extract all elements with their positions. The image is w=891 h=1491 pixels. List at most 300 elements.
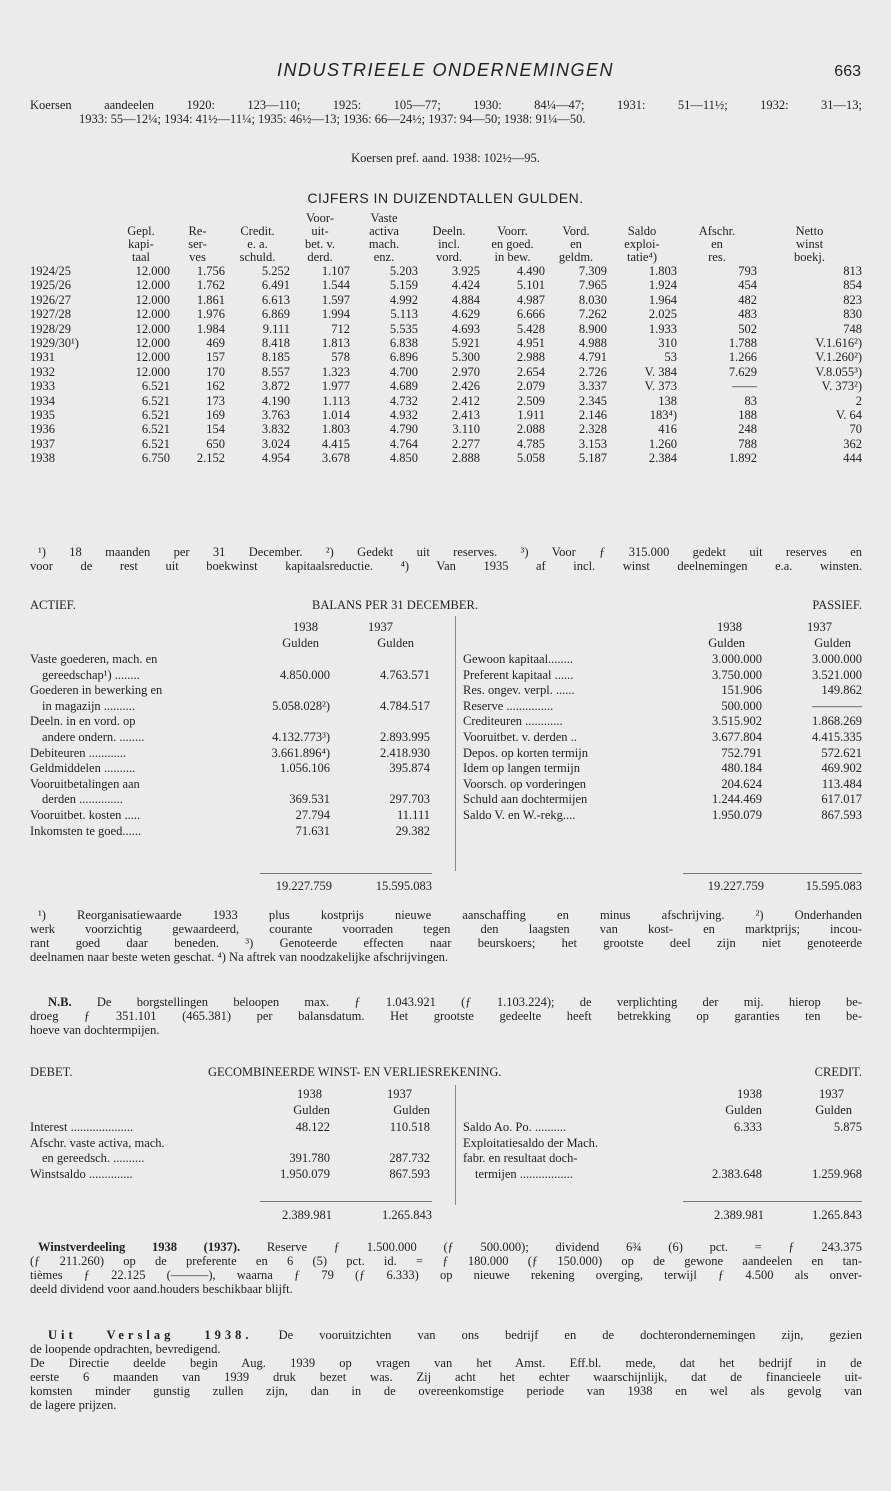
cijfers-value-cell: 1.813 [321,336,350,351]
winstverdeeling-line-1 [30,1240,862,1254]
passief-item [463,730,862,746]
passief-item [463,777,862,793]
item-label: Afschr. vaste activa, mach. [30,1135,165,1150]
wv-debet-year-1: 1938 [297,1087,322,1101]
cijfers-header-line: activa [369,224,399,238]
verslag-text-1: De vooruitzichten van ons bedrijf en de dochterondernemingen zijn, gezien [252,1328,863,1342]
item-value-1: 1.950.079 [712,807,762,822]
wv-credit-unit-2: Gulden [815,1103,852,1117]
cijfers-value-cell: 3.763 [261,408,290,423]
cijfers-value-cell: 482 [738,292,757,307]
cijfers-header-line: bet. v. [304,237,336,251]
wv-debet-year-2: 1937 [387,1087,412,1101]
cijfers-header-line: e. a. [247,237,268,251]
cijfers-header-cell [757,212,862,264]
cijfers-value-cell: 248 [738,422,757,437]
cijfers-value-cell: 1.544 [321,278,350,293]
item-label: Geldmiddelen .......... [30,761,136,776]
item-value-2: 5.875 [833,1120,862,1134]
cijfers-value-cell: 1.892 [728,451,757,466]
debet-item [30,1120,432,1136]
cijfers-row [30,394,862,408]
item-value-1: 1.950.079 [280,1166,330,1181]
debet-item [30,1136,432,1152]
cijfers-header-line: taal [131,250,151,264]
passief-item [463,808,862,824]
cijfers-value-cell: 12.000 [135,278,170,293]
cijfers-value-cell: 162 [206,379,225,394]
actief-item [30,777,432,793]
koersen-line-1: Koersen aandeelen 1920: 123—110; 1925: 105—77; 1930: 84¼—47; 1931: 51—11½; 1932: 31—13; [30,98,862,112]
cijfers-value-cell: 578 [331,350,350,365]
cijfers-value-cell: 4.732 [389,393,418,408]
debet-total-1: 2.389.981 [282,1208,332,1222]
verslag-line-4: eerste 6 maanden van 1939 druk bezet was. Zij acht het echter waarschijnlijk, dat de financieele uit- [30,1370,862,1384]
wv-credit-year-2: 1937 [819,1087,844,1101]
cijfers-value-cell: 4.992 [389,292,418,307]
cijfers-value-cell: 4.190 [261,393,290,408]
item-value-2: 617.017 [821,792,862,807]
credit-total-2: 1.265.843 [812,1208,862,1222]
cijfers-value-cell: 1.266 [728,350,757,365]
cijfers-header-line: mach. [368,237,400,251]
cijfers-value-cell: 4.791 [578,350,607,365]
cijfers-value-cell: 188 [738,408,757,423]
cijfers-value-cell: 6.750 [141,451,170,466]
balans-passief-unit-2: Gulden [814,636,851,650]
winstverdeeling-line-4: deeld dividend voor aand.houders beschikbaar blijft. [30,1282,293,1296]
cijfers-value-cell: 1.323 [321,364,350,379]
actief-item [30,824,432,840]
cijfers-value-cell: 6.666 [516,307,545,322]
cijfers-value-cell: 173 [206,393,225,408]
cijfers-header-line: Voorr. [497,224,528,238]
cijfers-value-cell: 6.521 [141,422,170,437]
passief-total-2: 15.595.083 [805,879,862,893]
cijfers-value-cell: 712 [331,321,350,336]
item-value-2: 867.593 [389,1166,430,1181]
actief-item [30,808,432,824]
cijfers-value-cell: 170 [206,364,225,379]
cijfers-value-cell: 6.869 [261,307,290,322]
cijfers-value-cell: 4.490 [516,264,545,278]
cijfers-value-cell: 3.872 [261,379,290,394]
cijfers-value-cell: 1.976 [196,307,225,322]
cijfers-value-cell: 362 [843,436,862,451]
cijfers-value-cell: 502 [738,321,757,336]
actief-item [30,714,432,730]
cijfers-value-cell: 2.654 [516,364,545,379]
debet-item [30,1151,432,1167]
cijfers-table [30,212,862,466]
cijfers-note-1: ¹) 18 maanden per 31 December. ²) Gedekt uit reserves. ³) Voor ƒ 315.000 gedekt uit reserves en [38,545,862,559]
item-value-1: 3.677.804 [712,729,762,744]
credit-item [463,1151,862,1167]
actief-label: ACTIEF. [30,598,76,612]
item-label: andere ondern. ........ [42,729,145,744]
item-value-2: 867.593 [821,807,862,822]
item-label: Saldo Ao. Po. .......... [463,1120,567,1134]
item-value-1: 48.122 [295,1120,330,1134]
item-value-1: 3.000.000 [712,652,762,666]
cijfers-value-cell: 2.025 [648,307,677,322]
cijfers-value-cell: V. 373²) [821,379,862,394]
cijfers-value-cell: 12.000 [135,336,170,351]
cijfers-value-cell: 444 [843,451,862,466]
item-label: Res. ongev. verpl. ...... [463,683,575,698]
balans-notes [30,908,862,964]
cijfers-value-cell: 12.000 [135,307,170,322]
cijfers-row [30,322,862,336]
cijfers-value-cell: 1.260 [648,436,677,451]
actief-item [30,652,432,668]
cijfers-value-cell: 1.977 [321,379,350,394]
actief-item [30,668,432,684]
actief-total-1: 19.227.759 [275,879,332,893]
cijfers-value-cell: 4.629 [451,307,480,322]
cijfers-header-line: en [570,237,582,251]
cijfers-value-cell: 2.345 [578,393,607,408]
cijfers-value-cell: 6.521 [141,436,170,451]
item-label: derden .............. [42,792,123,807]
cijfers-value-cell: 469 [206,336,225,351]
cijfers-value-cell: 6.896 [389,350,418,365]
item-value-1: 71.631 [295,823,330,838]
cijfers-value-cell: 7.629 [728,364,757,379]
cijfers-value-cell: 2.088 [516,422,545,437]
cijfers-year-cell: 1927/28 [30,307,71,322]
cijfers-value-cell: 3.153 [578,436,607,451]
item-label: Inkomsten te goed...... [30,823,142,838]
cijfers-year-cell: 1925/26 [30,278,71,293]
cijfers-header-line: res. [708,250,726,264]
cijfers-year-cell: 1933 [30,379,55,394]
cijfers-value-cell: 4.424 [451,278,480,293]
verslag-line-5: komsten minder gunstig zullen zijn, dan in de overeenkomstige periode van 1938 en wel als gevolg van [30,1384,862,1398]
cijfers-value-cell: 1.924 [648,278,677,293]
item-value-1: 3.661.896⁴) [271,745,330,760]
cijfers-year-cell: 1937 [30,436,55,451]
cijfers-value-cell: 1.911 [517,408,545,423]
cijfers-header-line: tatie⁴) [626,250,658,264]
balans-passief-unit-1: Gulden [708,636,745,650]
cijfers-header-line: Saldo [627,224,657,238]
cijfers-value-cell: 6.613 [261,292,290,307]
cijfers-header-line: en goed. [491,237,534,251]
cijfers-title: CIJFERS IN DUIZENDTALLEN GULDEN. [307,190,584,206]
cijfers-header-cell [350,212,418,264]
cijfers-value-cell: 3.678 [321,451,350,466]
item-label: Saldo V. en W.-rekg.... [463,807,576,822]
item-value-2: 572.621 [821,745,862,760]
actief-list [30,652,432,839]
item-value-2: 110.518 [389,1120,430,1134]
item-value-2: ———— [812,698,862,713]
cijfers-value-cell: 5.159 [389,278,418,293]
page-number: 663 [834,63,861,80]
item-value-2: 2.418.930 [380,745,430,760]
cijfers-value-cell: 1.803 [648,264,677,278]
item-label: en gereedsch. .......... [42,1151,145,1166]
item-value-1: 480.184 [721,761,762,776]
cijfers-value-cell: 8.557 [261,364,290,379]
cijfers-value-cell: 788 [738,436,757,451]
verslag-lead: Uit Verslag 1938. [48,1328,253,1342]
cijfers-value-cell: 2 [855,393,862,408]
cijfers-value-cell: 2.509 [516,393,545,408]
balans-title: BALANS PER 31 DECEMBER. [312,598,478,612]
cijfers-value-cell: 1.788 [728,336,757,351]
cijfers-value-cell: 12.000 [135,292,170,307]
credit-label: CREDIT. [814,1065,862,1079]
item-value-1: 4.850.000 [280,667,330,682]
cijfers-row [30,408,862,422]
cijfers-value-cell: 169 [206,408,225,423]
passief-item [463,714,862,730]
item-value-2: 1.868.269 [812,714,862,729]
cijfers-value-cell: 70 [849,422,862,437]
passief-item [463,683,862,699]
actief-item [30,699,432,715]
cijfers-value-cell: 5.203 [389,264,418,278]
cijfers-header-line: Credit. [240,224,275,238]
cijfers-value-cell: 12.000 [135,321,170,336]
cijfers-year-cell: 1938 [30,451,55,466]
cijfers-header-cell [170,212,225,264]
cijfers-value-cell: 1.861 [196,292,225,307]
cijfers-value-cell: 4.693 [451,321,480,336]
winstverdeeling-line-3: tièmes ƒ 22.125 (———), waarna ƒ 79 (ƒ 6.333) op nieuwe rekening overging, terwijl ƒ 4.500 als onver- [30,1268,862,1282]
debet-item [30,1167,432,1183]
item-value-1: 3.515.902 [712,714,762,729]
item-label: Goederen in bewerking en [30,683,163,698]
cijfers-value-cell: 4.951 [516,336,545,351]
cijfers-value-cell: 1.762 [196,278,225,293]
cijfers-header-cell [607,212,677,264]
item-label: Vooruitbet. v. derden .. [463,729,577,744]
cijfers-value-cell: 4.785 [516,436,545,451]
cijfers-header-line: ves [189,250,206,264]
cijfers-value-cell: 4.932 [389,408,418,423]
actief-item [30,683,432,699]
nb-line-3: hoeve van dochtermpijen. [30,1023,160,1037]
passief-item [463,668,862,684]
cijfers-year-cell: 1924/25 [30,264,71,278]
item-value-1: 6.333 [733,1120,762,1134]
cijfers-value-cell: 2.384 [648,451,677,466]
cijfers-value-cell: 3.337 [578,379,607,394]
winstverdeeling-text-1: Reserve ƒ 1.500.000 (ƒ 500.000); dividend 6¾ (6) pct. = ƒ 243.375 [240,1240,862,1254]
cijfers-row [30,307,862,321]
cijfers-header-line: uit- [311,224,329,238]
passief-list [463,652,862,824]
cijfers-year-cell: 1935 [30,408,55,423]
cijfers-value-cell: 483 [738,307,757,322]
cijfers-value-cell: 2.726 [578,364,607,379]
balans-actief-unit-1: Gulden [282,636,319,650]
cijfers-value-cell: 5.187 [578,451,607,466]
cijfers-year-cell: 1928/29 [30,321,71,336]
item-label: Deeln. in en vord. op [30,714,136,729]
cijfers-value-cell: 5.921 [451,336,480,351]
actief-item [30,730,432,746]
cijfers-value-cell: 138 [658,393,677,408]
cijfers-header-line: incl. [438,237,460,251]
item-value-1: 204.624 [721,776,762,791]
item-value-2: 395.874 [389,761,430,776]
cijfers-value-cell: 2.412 [451,393,480,408]
item-label: Depos. op korten termijn [463,745,588,760]
cijfers-value-cell: 3.110 [452,422,480,437]
item-label: Exploitatiesaldo der Mach. [463,1135,599,1150]
cijfers-header-line: en [711,237,723,251]
cijfers-row [30,451,862,465]
cijfers-value-cell: 6.521 [141,393,170,408]
item-value-2: 4.784.517 [380,698,430,713]
cijfers-header-line: vord. [435,250,463,264]
verslag-line-6: de lagere prijzen. [30,1398,117,1412]
cijfers-value-cell: 2.888 [451,451,480,466]
cijfers-value-cell: 4.764 [389,436,418,451]
cijfers-header-row [30,212,862,264]
cijfers-value-cell: 813 [843,264,862,278]
cijfers-year-cell: 1926/27 [30,292,71,307]
passief-item [463,746,862,762]
credit-item [463,1136,862,1152]
item-label: Interest .................... [30,1120,134,1134]
item-value-2: 4.415.335 [812,729,862,744]
cijfers-value-cell: 4.700 [389,364,418,379]
koersen-line-2: 1933: 55—12¼; 1934: 41½—11¼; 1935: 46½—13; 1936: 66—24½; 1937: 94—50; 1938: 91¼—50. [79,112,586,126]
balans-note-2: werk voorzichtig gewaardeerd, courante voorraden tegen den laagsten van kost- en marktprijs; incou- [30,922,862,936]
item-label: fabr. en resultaat doch- [463,1151,578,1166]
cijfers-value-cell: 5.058 [516,451,545,466]
item-value-2: 29.382 [395,823,430,838]
actief-item [30,761,432,777]
passief-total-1: 19.227.759 [707,879,764,893]
wv-credit-unit-1: Gulden [725,1103,762,1117]
cijfers-value-cell: 823 [843,292,862,307]
item-label: Voorsch. op vorderingen [463,776,587,791]
passief-item [463,652,862,668]
page-title: INDUSTRIEELE ONDERNEMINGEN [276,60,615,80]
cijfers-value-cell: 6.521 [141,379,170,394]
cijfers-value-cell: 4.884 [451,292,480,307]
cijfers-value-cell: 1.933 [648,321,677,336]
verslag-line-3: De Directie deelde begin Aug. 1939 op vragen van het Amst. Eff.bl. mede, dat het bedrijf in de [30,1356,862,1370]
cijfers-note-2: voor de rest uit boekwinst kapitaalsreductie. ⁴) Van 1935 af incl. winst deelnemingen e.a. winsten. [30,559,862,573]
nb-lead: N.B. [48,995,72,1009]
cijfers-value-cell: 8.030 [578,292,607,307]
cijfers-value-cell: 1.113 [322,393,350,408]
cijfers-value-cell: 1.014 [321,408,350,423]
wv-debet-unit-2: Gulden [393,1103,430,1117]
cijfers-value-cell: 1.994 [321,307,350,322]
actief-total-rule [260,873,432,874]
cijfers-header-line: Vord. [562,224,590,238]
item-label: Preferent kapitaal ...... [463,667,574,682]
passief-item [463,699,862,715]
cijfers-header-line: exploi- [624,237,660,251]
cijfers-value-cell: 3.024 [261,436,290,451]
item-label: Idem op langen termijn [463,761,580,776]
cijfers-row [30,350,862,364]
credit-item [463,1167,862,1183]
item-label: Vaste goederen, mach. en [30,652,158,666]
item-label: gereedschap¹) ........ [42,667,140,682]
cijfers-value-cell: 183⁴) [649,408,677,423]
cijfers-value-cell: 5.300 [451,350,480,365]
cijfers-header-line: schuld. [239,250,276,264]
credit-item [463,1120,862,1136]
cijfers-value-cell: 12.000 [135,264,170,278]
item-value-2: 1.259.968 [812,1166,862,1181]
balans-actief-year-2: 1937 [368,620,393,634]
verslag-line-1 [30,1328,862,1342]
item-value-2: 4.763.571 [380,667,430,682]
cijfers-value-cell: 1.756 [196,264,225,278]
balans-note-4: deelnamen naar beste weten geschat. ⁴) Na aftrek van noodzakelijke afschrijvingen. [30,950,449,964]
cijfers-value-cell: 5.113 [390,307,418,322]
cijfers-header-cell [677,212,757,264]
cijfers-value-cell: 6.838 [389,336,418,351]
item-value-1: 3.750.000 [712,667,762,682]
cijfers-value-cell: 6.521 [141,408,170,423]
cijfers-header-cell [112,212,170,264]
cijfers-value-cell: 6.491 [261,278,290,293]
cijfers-value-cell: 12.000 [135,350,170,365]
cijfers-value-cell: 4.415 [321,436,350,451]
item-value-2: 113.484 [821,776,862,791]
cijfers-value-cell: 1.803 [321,422,350,437]
cijfers-value-cell: 2.152 [196,451,225,466]
cijfers-year-cell: 1929/30¹) [30,336,79,351]
cijfers-header-line: in bew. [494,250,531,264]
koersen-paragraph [30,98,862,126]
cijfers-value-cell: 9.111 [262,321,290,336]
passief-item [463,761,862,777]
cijfers-value-cell: 4.850 [389,451,418,466]
cijfers-header-line: geldm. [558,250,594,264]
cijfers-header-line: kapi- [128,237,154,251]
cijfers-value-cell: 2.970 [451,364,480,379]
cijfers-header-line: Afschr. [698,224,736,238]
item-label: Crediteuren ............ [463,714,563,729]
cijfers-value-cell: 748 [843,321,862,336]
cijfers-header-cell [480,212,545,264]
cijfers-value-cell: 7.262 [578,307,607,322]
item-label: in magazijn .......... [42,698,136,713]
cijfers-value-cell: 2.277 [451,436,480,451]
cijfers-value-cell: 2.426 [451,379,480,394]
cijfers-value-cell: 2.328 [578,422,607,437]
item-value-1: 1.056.106 [280,761,330,776]
debet-total-2: 1.265.843 [382,1208,432,1222]
cijfers-row [30,336,862,350]
cijfers-header-line: Voor- [306,211,334,225]
item-value-1: 391.780 [289,1151,330,1166]
cijfers-value-cell: 650 [206,436,225,451]
item-value-2: 469.902 [821,761,862,776]
cijfers-value-cell: 2.988 [516,350,545,365]
cijfers-value-cell: 4.987 [516,292,545,307]
cijfers-value-cell: 2.146 [578,408,607,423]
credit-total-1: 2.389.981 [714,1208,764,1222]
wv-divider [455,1085,456,1205]
cijfers-header-line: Re- [188,224,207,238]
cijfers-header-line: enz. [373,250,395,264]
cijfers-header-line: boekj. [794,250,825,264]
